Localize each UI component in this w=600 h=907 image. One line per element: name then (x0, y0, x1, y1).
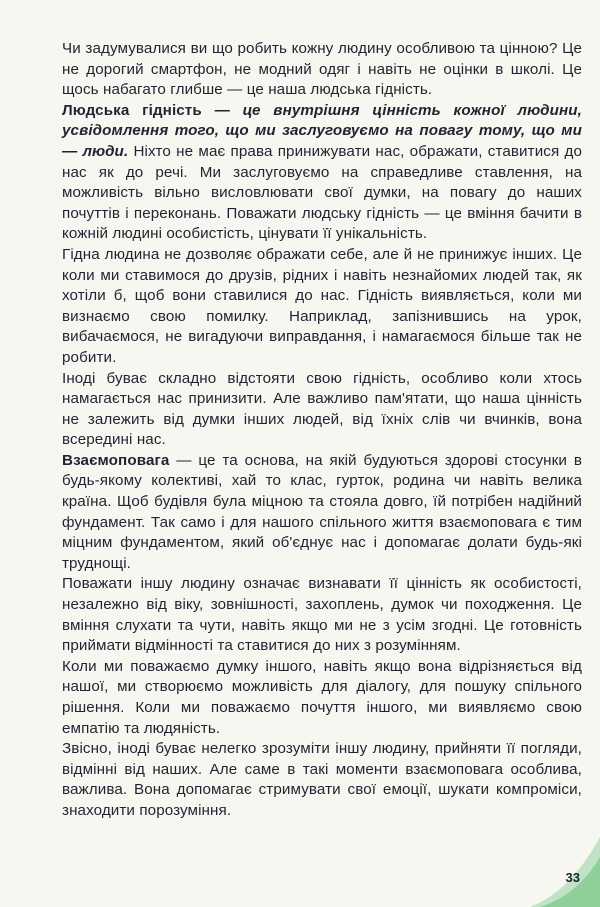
term-mutual-respect: Взаємоповага (62, 451, 170, 469)
page-number: 33 (565, 870, 580, 885)
paragraph-defend-dignity-text: Іноді буває складно відстояти свою гідність, особливо коли хтось намагається нас принизити. Але важливо пам'ятати, що наша цінність не залежить від думки інших людей, від їхніх слів чи вчинків, вона всередині нас. (62, 369, 582, 449)
paragraph-respect-other-text: Поважати іншу людину означає визнавати її цінність як особистості, незалежно від віку, зовнішності, захоплень, думок чи походження. Це вміння слухати та чути, навіть якщо ми не з усім згодні. Це готовність приймати відмінності та ставитися до них з розумінням. (62, 575, 582, 655)
paragraph-respect-opinion (62, 657, 582, 739)
paragraph-human-dignity-text: Ніхто не має права принижувати нас, ображати, ставитися до нас як до речі. Ми заслуговуємо на справедливе ставлення, на можливість вільно висловлювати свої думки, на повагу до наших почуттів і переконань. Поважати людську гідність — це вміння бачити в кожній людині особистість, цінувати її унікальність. (62, 142, 583, 243)
paragraph-intro-text: Чи задумувалися ви що робить кожну людину особливою та цінною? Це не дорогий смартфон, не модний одяг і навіть не оцінки в школі. Це щось набагато глибше — це наша людська гідність. (62, 40, 582, 99)
paragraph-dignified-person (62, 245, 582, 369)
term-human-dignity: Людська гідність (62, 101, 202, 119)
paragraph-dignified-person-text: Гідна людина не дозволяє ображати себе, але й не принижує інших. Це коли ми ставимося до друзів, рідних і навіть незнайомих людей так, як хотіли б, щоб вони ставилися до нас. Гідність виявляється, коли ми визнаємо свою помилку. Наприклад, запізнившись на урок, вибачаємося, не вигадуючи виправдання, і намагаємося більше так не робити. (62, 245, 582, 366)
paragraph-mutual-respect-text: — це та основа, на якій будуються здорові стосунки в будь-якому колективі, хай то клас, гурток, родина чи навіть велика країна. Щоб будівля була міцною та стояла довго, їй потрібен надійний фундамент. Так само і для нашого спільного життя взаємоповага є тим міцним фундаментом, який об'єднує нас і допомагає долати будь-які труднощі. (62, 451, 582, 572)
paragraph-difficult-moments-text: Звісно, іноді буває нелегко зрозуміти іншу людину, прийняти її погляди, відмінні від наших. Але саме в такі моменти взаємоповага особлива, важлива. Вона допомагає стримувати свої емоції, шукати компроміси, знаходити порозуміння. (62, 740, 582, 819)
paragraph-respect-other (62, 574, 582, 656)
paragraph-defend-dignity (62, 369, 582, 451)
paragraph-respect-opinion-text: Коли ми поважаємо думку іншого, навіть якщо вона відрізняється від нашої, ми створюємо можливість для діалогу, для пошуку спільного рішення. Коли ми поважаємо почуття іншого, ми виявляємо свою емпатію та людяність. (62, 657, 582, 737)
paragraph-difficult-moments (62, 739, 582, 821)
page-body (62, 39, 582, 822)
definition-human-dignity: — це внутрішня цінність кожної людини, усвідомлення того, що ми заслуговуємо на повагу тому, що ми — люди. (62, 101, 582, 160)
paragraph-intro (62, 39, 582, 101)
paragraph-human-dignity (62, 101, 582, 245)
paragraph-mutual-respect (62, 451, 582, 575)
